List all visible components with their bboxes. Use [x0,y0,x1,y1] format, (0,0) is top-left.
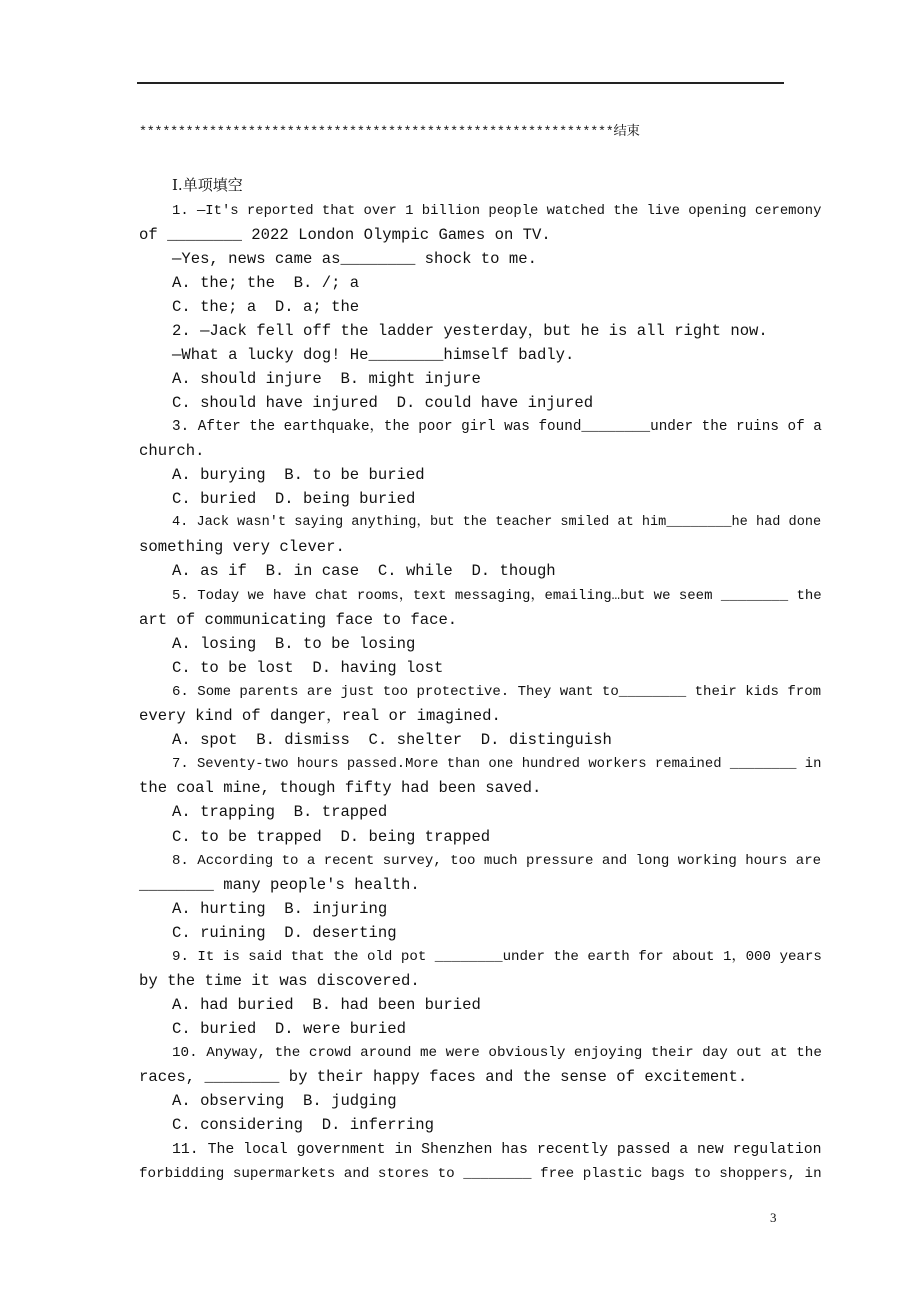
text-line: C. the; a D. a; the [172,298,360,316]
text-line: 11. The local government in Shenzhen has recently passed a new regulation [172,1142,822,1158]
text-line: A. the; the B. /; a [172,274,360,292]
text-line: art of communicating face to face. [139,611,458,629]
text-line: —What a lucky dog! He________himself badly. [172,346,575,364]
text-line: 6. Some parents are just too protective. They want to________ their kids from [172,684,822,700]
text-line: A. as if B. in case C. while D. though [172,562,556,580]
text-line: 4. Jack wasn't saying anything，but the teacher smiled at him________he had done [172,515,822,530]
text-line: the coal mine, though fifty had been saved. [139,779,542,797]
text-line: A. spot B. dismiss C. shelter D. distinguish [172,731,612,749]
page-number: 3 [770,1210,777,1225]
text-line: C. buried D. being buried [172,490,416,508]
text-line: C. to be lost D. having lost [172,659,444,677]
section-title: Ⅰ.单项填空 [172,176,243,194]
text-line: 7. Seventy-two hours passed.More than one hundred workers remained ________ in [172,756,822,772]
text-line: 2. —Jack fell off the ladder yesterday，but he is all right now. [172,322,768,340]
text-line: of ________ 2022 London Olympic Games on TV. [139,226,551,244]
text-line: A. had buried B. had been buried [172,996,481,1014]
text-line: C. to be trapped D. being trapped [172,828,491,846]
text-line: C. buried D. were buried [172,1020,406,1038]
text-line: 8. According to a recent survey, too much pressure and long working hours are [172,853,822,869]
text-line: forbidding supermarkets and stores to ________ free plastic bags to shoppers, in [139,1166,822,1182]
text-line: 1. —It's reported that over 1 billion people watched the live opening ceremony [172,203,822,219]
text-line: 9. It is said that the old pot ________under the earth for about 1，000 years [172,949,822,965]
section-end-marker: *************************************************************结束 [139,124,640,139]
text-line: A. hurting B. injuring [172,900,388,918]
text-line: C. should have injured D. could have injured [172,394,594,412]
text-line: A. observing B. judging [172,1092,397,1110]
text-line: —Yes, news came as________ shock to me. [172,250,537,268]
text-line: A. losing B. to be losing [172,635,416,653]
text-line: C. ruining D. deserting [172,924,397,942]
header-rule [137,82,784,84]
text-line: A. burying B. to be buried [172,466,425,484]
text-line: 3. After the earthquake，the poor girl was found________under the ruins of a [172,419,822,435]
text-line: church. [139,442,205,460]
text-line: every kind of danger，real or imagined. [139,707,501,725]
text-line: ________ many people's health. [139,876,420,894]
text-line: something very clever. [139,538,345,556]
text-line: 10. Anyway, the crowd around me were obviously enjoying their day out at the [172,1045,822,1061]
text-line: A. trapping B. trapped [172,803,388,821]
text-line: races, ________ by their happy faces and the sense of excitement. [139,1068,748,1086]
text-line: 5. Today we have chat rooms，text messaging，emailing…but we seem ________ the [172,588,822,604]
text-line: C. considering D. inferring [172,1116,435,1134]
text-line: A. should injure B. might injure [172,370,481,388]
text-line: by the time it was discovered. [139,972,420,990]
